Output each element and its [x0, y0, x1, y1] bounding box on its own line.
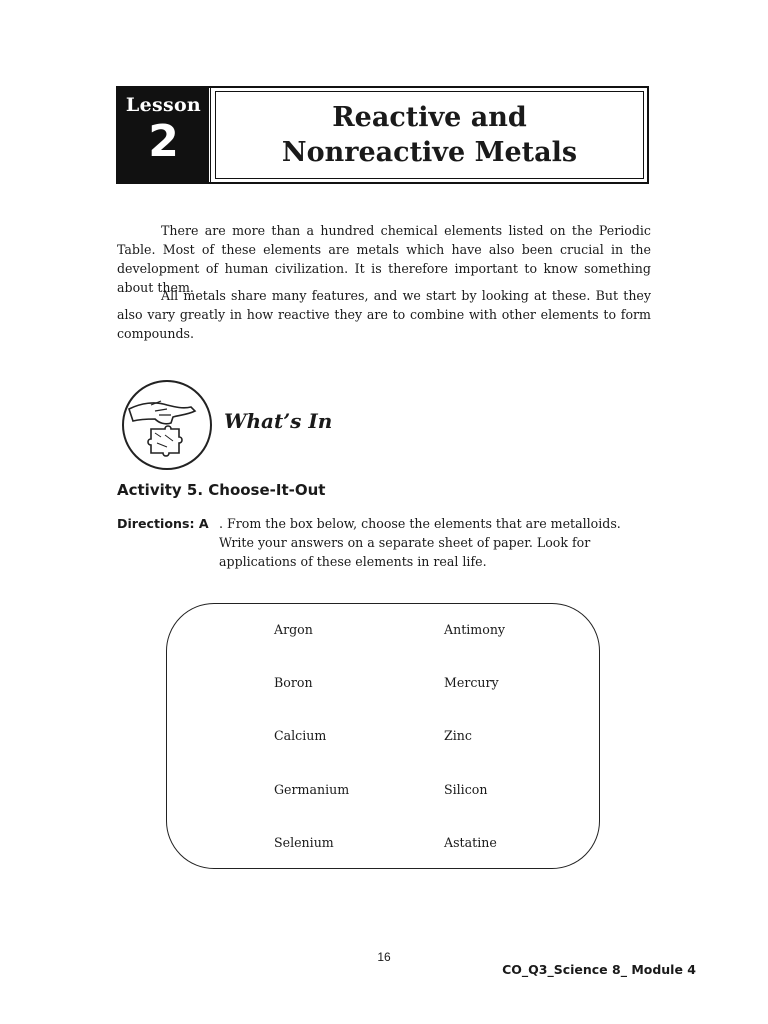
- hand-puzzle-piece-icon: [121, 379, 213, 475]
- intro-paragraph-1: There are more than a hundred chemical elements listed on the Periodic Table. Most of these elements are metals which have also been crucial in the development of human civilization. It is therefore important to know something about them.: [117, 223, 651, 295]
- element-choice: Astatine: [444, 835, 497, 850]
- element-choice: Silicon: [444, 782, 488, 797]
- element-choice: Zinc: [444, 728, 472, 743]
- activity-title: Activity 5. Choose-It-Out: [117, 481, 326, 499]
- module-code: CO_Q3_Science 8_ Module 4: [502, 962, 696, 977]
- element-choice: Antimony: [444, 622, 506, 637]
- lesson-title: Reactive and Nonreactive Metals: [281, 101, 578, 168]
- directions: [117, 514, 657, 571]
- element-choices-box: [166, 603, 600, 869]
- lesson-header: [116, 86, 649, 184]
- directions-label: Directions: A: [117, 516, 209, 531]
- lesson-label: Lesson: [125, 94, 202, 116]
- page-number: 16: [377, 950, 391, 964]
- element-choice: Mercury: [444, 675, 499, 690]
- lesson-number: 2: [148, 116, 179, 167]
- element-choice: Argon: [274, 622, 313, 637]
- directions-text: . From the box below, choose the elements that are metalloids. Write your answers on a separate sheet of paper. Look for applications of these elements in real life.: [219, 516, 621, 569]
- element-choice: Germanium: [274, 782, 350, 797]
- element-choice: Selenium: [274, 835, 334, 850]
- lesson-badge: [118, 88, 212, 182]
- element-choice: Calcium: [274, 728, 327, 743]
- section-heading: What’s In: [224, 409, 333, 433]
- intro-paragraph-2: All metals share many features, and we start by looking at these. But they also vary greatly in how reactive they are to combine with other elements to form compounds.: [117, 288, 651, 341]
- lesson-title-frame: [215, 91, 644, 179]
- element-choice: Boron: [274, 675, 313, 690]
